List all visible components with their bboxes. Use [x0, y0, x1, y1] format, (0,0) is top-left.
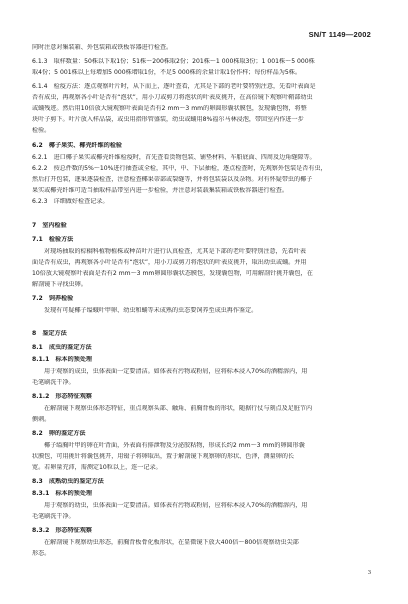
section-heading: 8.3.1 标本的预处理 — [32, 490, 93, 497]
text-line: 6.2.3 详细做好检查记录。 — [32, 198, 109, 205]
text-line: 椰子缢胸叶甲的卵在叶背面，外表面有排泄物及分泌胶粘物，形成长约2 mm～3 mm的卵圆形囊 — [44, 442, 305, 449]
section-heading: 7.2 饲养检验 — [32, 295, 74, 302]
text-line: 或蛹残迹。然后用10倍放大镜观察叶表面是否有2 mm～3 mm的卵圆形囊状膜包，发现囊包物，将整 — [32, 105, 307, 112]
text-line: 取4份；5 001株以上每增加5 000株增取1份，不足5 000株的余量计取1份作样；每份样品为5株。 — [32, 69, 301, 76]
text-line: 状膜包，可用挑针将囊包挑开，用镊子将卵取出，置于解剖镜下观察卵的形状、色泽，测量卵的长 — [32, 453, 295, 460]
text-line: 宽。若卵量充沛，需测定10粒以上，连一记录。 — [32, 464, 162, 471]
section-heading: 8.3 成熟幼虫的鉴定方法 — [32, 478, 104, 485]
text-line: 10倍放大镜观察叶表面是否有2 mm～3 mm卵圆形囊状态膜包，发现囊包物，可用解剖针挑开囊包，在 — [32, 270, 313, 277]
text-line: 用于观察的成虫，虫体表面一定要清洁。如体表有污物或粉屑，应将标本浸入70%的酒精溶内，用 — [44, 368, 308, 375]
text-line: 6.1.3 取样数量：50株以下取1份；51株～200株取2份；201株～1 000株取3份；1 001株～5 000株 — [32, 58, 315, 65]
section-heading: 7 室内检验 — [32, 222, 67, 229]
standard-code: SN/T 1149—2002 — [308, 30, 371, 39]
text-line: 解剖镜下寻找虫卵。 — [32, 281, 87, 288]
page-number: 3 — [367, 569, 371, 576]
text-line: 毛笔刷洗干净。 — [32, 513, 75, 520]
text-line: 面是否有成虫，再观察各小叶是否有“泡状”，用小刀或剪刀将泡状的叶表皮挑开，取出幼虫或蛹。并用 — [32, 259, 307, 266]
text-line: 同时注意对集装箱、外包装箱或铁板容器进行检查。 — [32, 44, 173, 51]
text-line: 6.2.2 按总件数的5%～10%进行抽查或全检，其中，中、下层抽检，逐点检查时，先观察外包装是否有虫， — [32, 165, 327, 172]
text-line: 毛笔刷洗干净。 — [32, 379, 75, 386]
section-heading: 8.2 卵的鉴定方法 — [32, 430, 86, 437]
text-line: 6.1.4 检疫方法：逐点观察叶片时，从下而上，逐叶查看，尤其是下部的老叶要特别注意，先看叶表面是 — [32, 83, 316, 90]
text-line: 对现场抽取的棕榈科植物植株或种苗叶片进行认真检查，尤其是下部的老叶要特别注意，先看叶表 — [44, 248, 307, 255]
section-heading: 7.1 检验方法 — [32, 236, 74, 243]
text-line: 侧刺。 — [32, 416, 51, 423]
section-heading: 8.1.2 形态特征观察 — [32, 393, 93, 400]
section-heading: 8.3.2 形态特征观察 — [32, 527, 93, 534]
section-heading: 8 鉴定方法 — [32, 330, 67, 337]
text-line: 否有成虫，再观察各小叶是否有“泡状”，用小刀或剪刀将泡状的叶表皮挑开，在高倍镜下观察叶鞘部幼虫 — [32, 94, 313, 101]
text-line: 块叶子剪下。叶片放入样品袋，或虫用指形管盛装，幼虫或蛹用8%福尔马林浸泡，带回室内作进一步 — [32, 116, 304, 123]
text-line: 用于观察的幼虫，虫体表面一定要清洁。如体表有污物或粉屑，应将标本浸入70%的酒精溶内，用 — [44, 502, 308, 509]
text-line: 形态。 — [32, 550, 51, 557]
section-heading: 8.1 成虫的鉴定方法 — [32, 344, 92, 351]
section-heading: 6.2 椰子果实、椰壳纤维的检验 — [32, 142, 123, 149]
text-line: 在解剖镜下观察虫体形态特征，重点观察头部、触角、前胸背板的形状，随据行仗与刻点及足脏节内 — [44, 405, 313, 412]
text-line: 检验。 — [32, 127, 51, 134]
text-line: 6.2.1 进口椰子果实或椰壳纤维检疫时，首先查看货物包装、铺垫材料、车船底面、四周及边角缝隙等。 — [32, 154, 316, 161]
text-line: 发现有可疑椰子缢蛾叶甲卵、幼虫和蛹等未成熟的虫态要饲养至成虫再作鉴定。 — [44, 307, 258, 314]
text-line: 然后打开包装，逐果逐袋检查，注意检查椰果蒂部或裂缝等，并将包装袋以及杂物。对有怀疑带虫的椰子 — [32, 176, 313, 183]
text-line: 果实或椰壳纤维可适当抽取样品带室内进一步检验，并注意对装载集装箱或铁板容器进行检查。 — [32, 187, 288, 194]
section-heading: 8.1.1 标本的预处理 — [32, 356, 93, 363]
text-line: 在解剖镜下观察幼虫形态，前胸背板骨化板形状，在显微镜下放大400倍～800倍观察幼虫尖部 — [44, 539, 299, 546]
